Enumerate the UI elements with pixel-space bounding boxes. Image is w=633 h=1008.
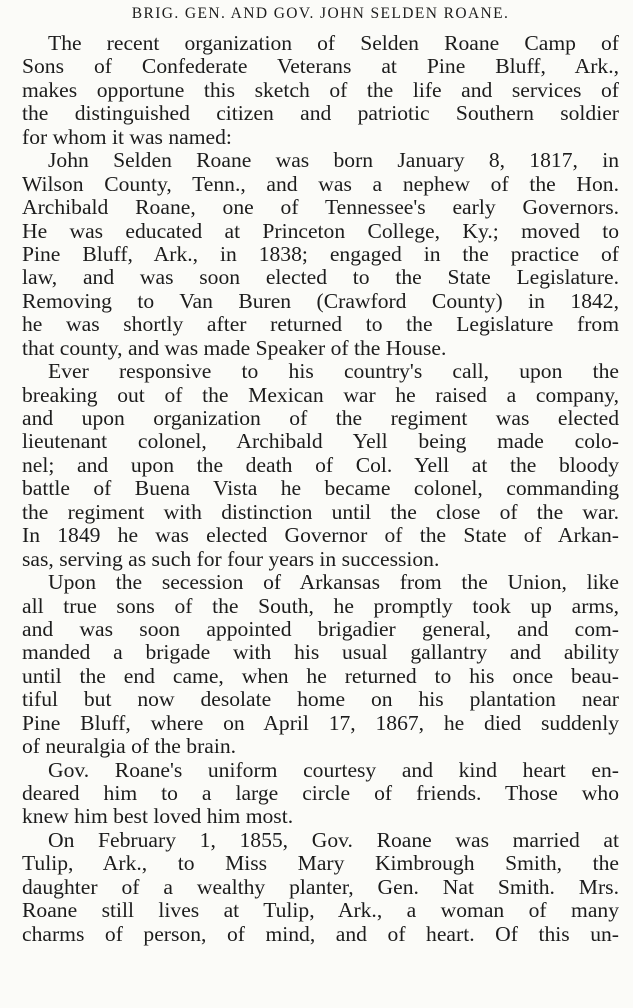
text-line: for whom it was named:	[22, 125, 232, 149]
paragraph	[22, 32, 619, 149]
text-line: nel; and upon the death of Col. Yell at the bloody	[22, 453, 619, 477]
article-heading: BRIG. GEN. AND GOV. JOHN SELDEN ROANE.	[131, 5, 510, 22]
paragraph	[22, 571, 619, 759]
text-line: On February 1, 1855, Gov. Roane was married at	[48, 828, 619, 852]
text-line: sas, serving as such for four years in succession.	[22, 547, 440, 571]
article-body	[22, 32, 619, 946]
text-line: Roane still lives at Tulip, Ark., a woman of many	[22, 899, 619, 923]
text-line: Removing to Van Buren (Crawford County) in 1842,	[22, 289, 619, 313]
text-line: that county, and was made Speaker of the House.	[22, 336, 447, 360]
text-line: He was educated at Princeton College, Ky.; moved to	[22, 219, 619, 243]
text-line: and was soon appointed brigadier general, and com-	[22, 617, 619, 641]
text-line: In 1849 he was elected Governor of the State of Arkan-	[22, 524, 619, 548]
text-line: daughter of a wealthy planter, Gen. Nat Smith. Mrs.	[22, 875, 619, 899]
paragraph	[22, 759, 619, 829]
text-line: Upon the secession of Arkansas from the Union, like	[48, 571, 619, 595]
text-line: lieutenant colonel, Archibald Yell being made colo-	[22, 430, 619, 454]
text-line: and upon organization of the regiment was elected	[22, 407, 619, 430]
text-line: all true sons of the South, he promptly took up arms,	[22, 594, 619, 618]
text-line: Tulip, Ark., to Miss Mary Kimbrough Smith, the	[22, 852, 619, 876]
text-line: he was shortly after returned to the Legislature from	[22, 313, 619, 337]
text-line: Pine Bluff, Ark., in 1838; engaged in the practice of	[22, 242, 619, 266]
text-line: Ever responsive to his country's call, upon the	[48, 360, 619, 384]
text-line: makes opportune this sketch of the life and services of	[22, 78, 619, 102]
text-line: law, and was soon elected to the State Legislature.	[22, 266, 619, 290]
text-line: manded a brigade with his usual gallantry and ability	[22, 641, 619, 665]
paragraph	[22, 829, 619, 946]
text-line: charms of person, of mind, and of heart. Of this un-	[22, 922, 619, 946]
text-line: John Selden Roane was born January 8, 1817, in	[48, 149, 619, 173]
text-line: the regiment with distinction until the close of the war.	[22, 500, 619, 524]
text-line: Pine Bluff, where on April 17, 1867, he died suddenly	[22, 711, 619, 735]
paragraph	[22, 149, 619, 360]
text-line: the distinguished citizen and patriotic Southern soldier	[22, 102, 619, 126]
text-line: Gov. Roane's uniform courtesy and kind heart en-	[48, 758, 619, 782]
text-line: The recent organization of Selden Roane Camp of	[48, 32, 619, 55]
text-line: knew him best loved him most.	[22, 805, 294, 829]
text-line: Sons of Confederate Veterans at Pine Bluff, Ark.,	[22, 55, 619, 79]
text-line: Wilson County, Tenn., and was a nephew of the Hon.	[22, 172, 619, 196]
text-line: battle of Buena Vista he became colonel, commanding	[22, 477, 619, 501]
text-line: breaking out of the Mexican war he raised a company,	[22, 383, 619, 407]
text-line: of neuralgia of the brain.	[22, 735, 237, 759]
text-line: deared him to a large circle of friends. Those who	[22, 782, 619, 805]
text-line: tiful but now desolate home on his plantation near	[22, 688, 619, 712]
paragraph	[22, 360, 619, 571]
text-line: until the end came, when he returned to his once beau-	[22, 664, 619, 688]
text-line: Archibald Roane, one of Tennessee's early Governors.	[22, 196, 619, 220]
